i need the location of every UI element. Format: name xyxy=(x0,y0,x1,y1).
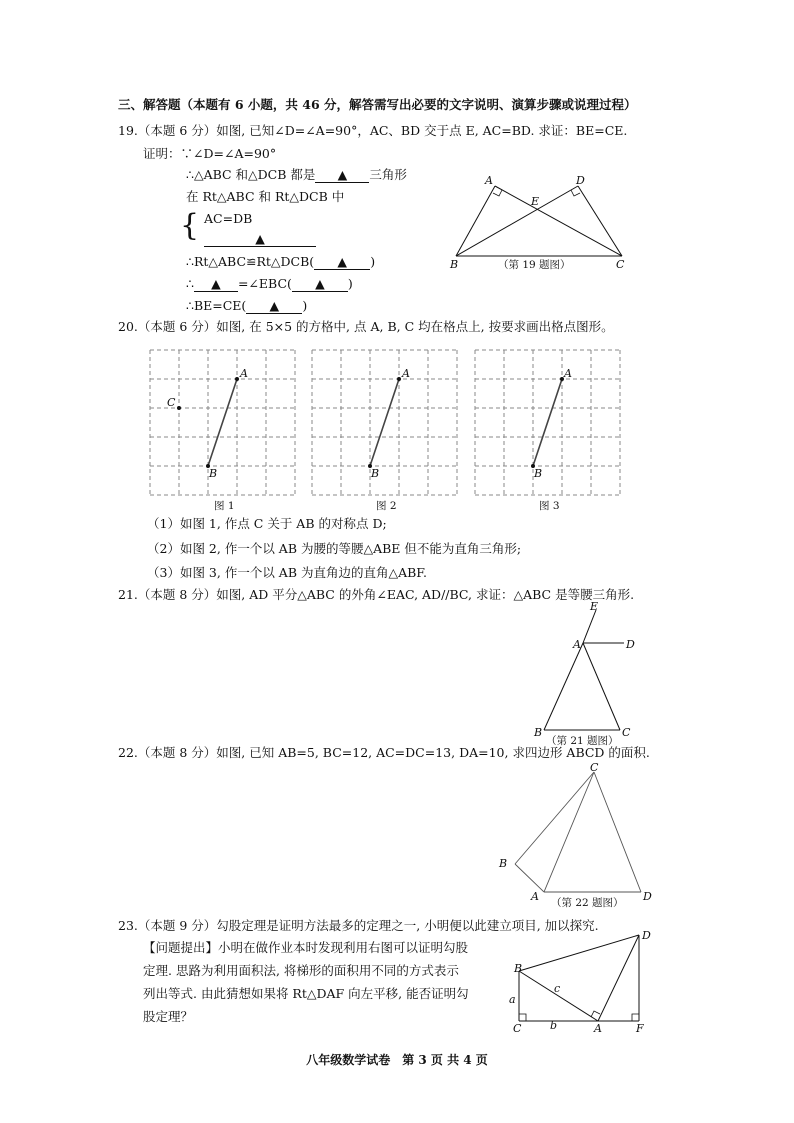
label-A: A xyxy=(573,638,581,651)
answer-blank: ▲ xyxy=(315,168,369,183)
figure-caption: （第 19 题图） xyxy=(498,259,571,271)
label-B: B xyxy=(514,962,523,975)
q20-item-2: （2）如图 2, 作一个以 AB 为腰的等腰△ABE 但不能为直角三角形; xyxy=(147,541,522,556)
q19-stem: 19.（本题 6 分）如图, 已知∠D=∠A=90°，AC、BD 交于点 E, AC=BD. 求证：BE=CE. xyxy=(118,123,628,138)
paren: ) xyxy=(302,298,308,313)
q19-line2: 在 Rt△ABC 和 Rt△DCB 中 xyxy=(186,189,345,204)
q19-cond1: AC=DB xyxy=(204,211,253,226)
answer-blank: ▲ xyxy=(314,255,370,270)
grid-2 xyxy=(312,350,462,512)
q23-para-line1: 【问题提出】小明在做作业本时发现利用右图可以证明勾股 xyxy=(143,940,469,955)
q19-line3 xyxy=(186,254,375,270)
q19-line1 xyxy=(186,167,407,183)
q19-line4-b: =∠EBC( xyxy=(237,276,292,291)
q19-line4 xyxy=(186,276,353,292)
label-C: C xyxy=(513,1022,522,1035)
label-D: D xyxy=(576,174,585,187)
q21-stem: 21.（本题 8 分）如图, AD 平分△ABC 的外角∠EAC, AD//BC, 求证：△ABC 是等腰三角形. xyxy=(118,587,635,602)
label-D: D xyxy=(642,929,651,942)
grid-3 xyxy=(475,350,625,512)
label-B: B xyxy=(534,467,543,480)
q20-item-3: （3）如图 3, 作一个以 AB 为直角边的直角△ABF. xyxy=(147,565,428,580)
figure-caption: （第 22 题图） xyxy=(551,897,624,909)
q19-line1-b: 三角形 xyxy=(369,167,407,182)
q20-item-1: （1）如图 1, 作点 C 关于 AB 的对称点 D; xyxy=(147,516,387,531)
q19-line1-a: ∴△ABC 和△DCB 都是 xyxy=(186,167,316,182)
paren: ) xyxy=(347,276,353,291)
q19-line3-text: ∴Rt△ABC≌Rt△DCB( xyxy=(186,254,315,269)
label-D: D xyxy=(626,638,635,651)
q19-line5 xyxy=(186,298,307,314)
label-E: E xyxy=(590,600,599,613)
label-a: a xyxy=(509,993,516,1006)
label-B: B xyxy=(499,857,508,870)
answer-blank: ▲ xyxy=(292,277,348,292)
page-footer: 八年级数学试卷 第 3 页 共 4 页 xyxy=(306,1053,488,1067)
q21-figure xyxy=(528,600,648,748)
label-A: A xyxy=(485,174,493,187)
label-B: B xyxy=(371,467,380,480)
q19-proof-label: 证明：∵∠D=∠A=90° xyxy=(143,146,277,161)
label-D: D xyxy=(643,890,652,903)
label-B: B xyxy=(450,258,459,271)
q23-para-line3: 列出等式. 由此猜想如果将 Rt△DAF 向左平移, 能否证明勾 xyxy=(143,986,469,1001)
answer-blank: ▲ xyxy=(194,277,238,292)
q19-brace: { xyxy=(180,208,200,243)
q22-stem: 22.（本题 8 分）如图, 已知 AB=5, BC=12, AC=DC=13, DA=10, 求四边形 ABCD 的面积. xyxy=(118,745,650,760)
q22-figure xyxy=(495,760,665,908)
q19-cond2 xyxy=(204,231,316,247)
label-A: A xyxy=(402,367,410,380)
grid-caption: 图 1 xyxy=(214,500,235,512)
q20-stem: 20.（本题 6 分）如图, 在 5×5 的方格中, 点 A, B, C 均在格点上, 按要求画出格点图形。 xyxy=(118,319,614,334)
label-A: A xyxy=(531,890,539,903)
label-b: b xyxy=(550,1019,558,1032)
paren: ) xyxy=(370,254,376,269)
q23-para-line2: 定理. 思路为利用面积法, 将梯形的面积用不同的方式表示 xyxy=(143,963,459,978)
q23-stem: 23.（本题 9 分）勾股定理是证明方法最多的定理之一, 小明便以此建立项目, 加以探究. xyxy=(118,918,599,933)
section-title: 三、解答题（本题有 6 小题，共 46 分，解答需写出必要的文字说明、演算步骤或说理过程） xyxy=(118,97,637,112)
label-B: B xyxy=(534,726,543,739)
q23-figure xyxy=(505,925,665,1035)
q23-para-line4: 股定理？ xyxy=(143,1009,194,1024)
q19-line5-text: ∴BE=CE( xyxy=(186,298,247,313)
label-C: C xyxy=(622,726,631,739)
label-C: C xyxy=(590,761,599,774)
label-B: B xyxy=(209,467,218,480)
q19-figure xyxy=(440,170,640,280)
label-C: C xyxy=(616,258,625,271)
grid-caption: 图 3 xyxy=(539,500,560,512)
label-A: A xyxy=(240,367,248,380)
answer-blank: ▲ xyxy=(246,299,302,314)
q19-line4-a: ∴ xyxy=(186,276,194,291)
label-F: F xyxy=(636,1022,644,1035)
label-C: C xyxy=(167,396,176,409)
grid-caption: 图 2 xyxy=(376,500,397,512)
label-A: A xyxy=(594,1022,602,1035)
label-c: c xyxy=(554,982,561,995)
label-E: E xyxy=(531,195,540,208)
answer-blank: ▲ xyxy=(204,232,316,247)
figure-caption: （第 21 题图） xyxy=(546,735,619,747)
grid-1 xyxy=(150,350,300,512)
label-A: A xyxy=(564,367,572,380)
